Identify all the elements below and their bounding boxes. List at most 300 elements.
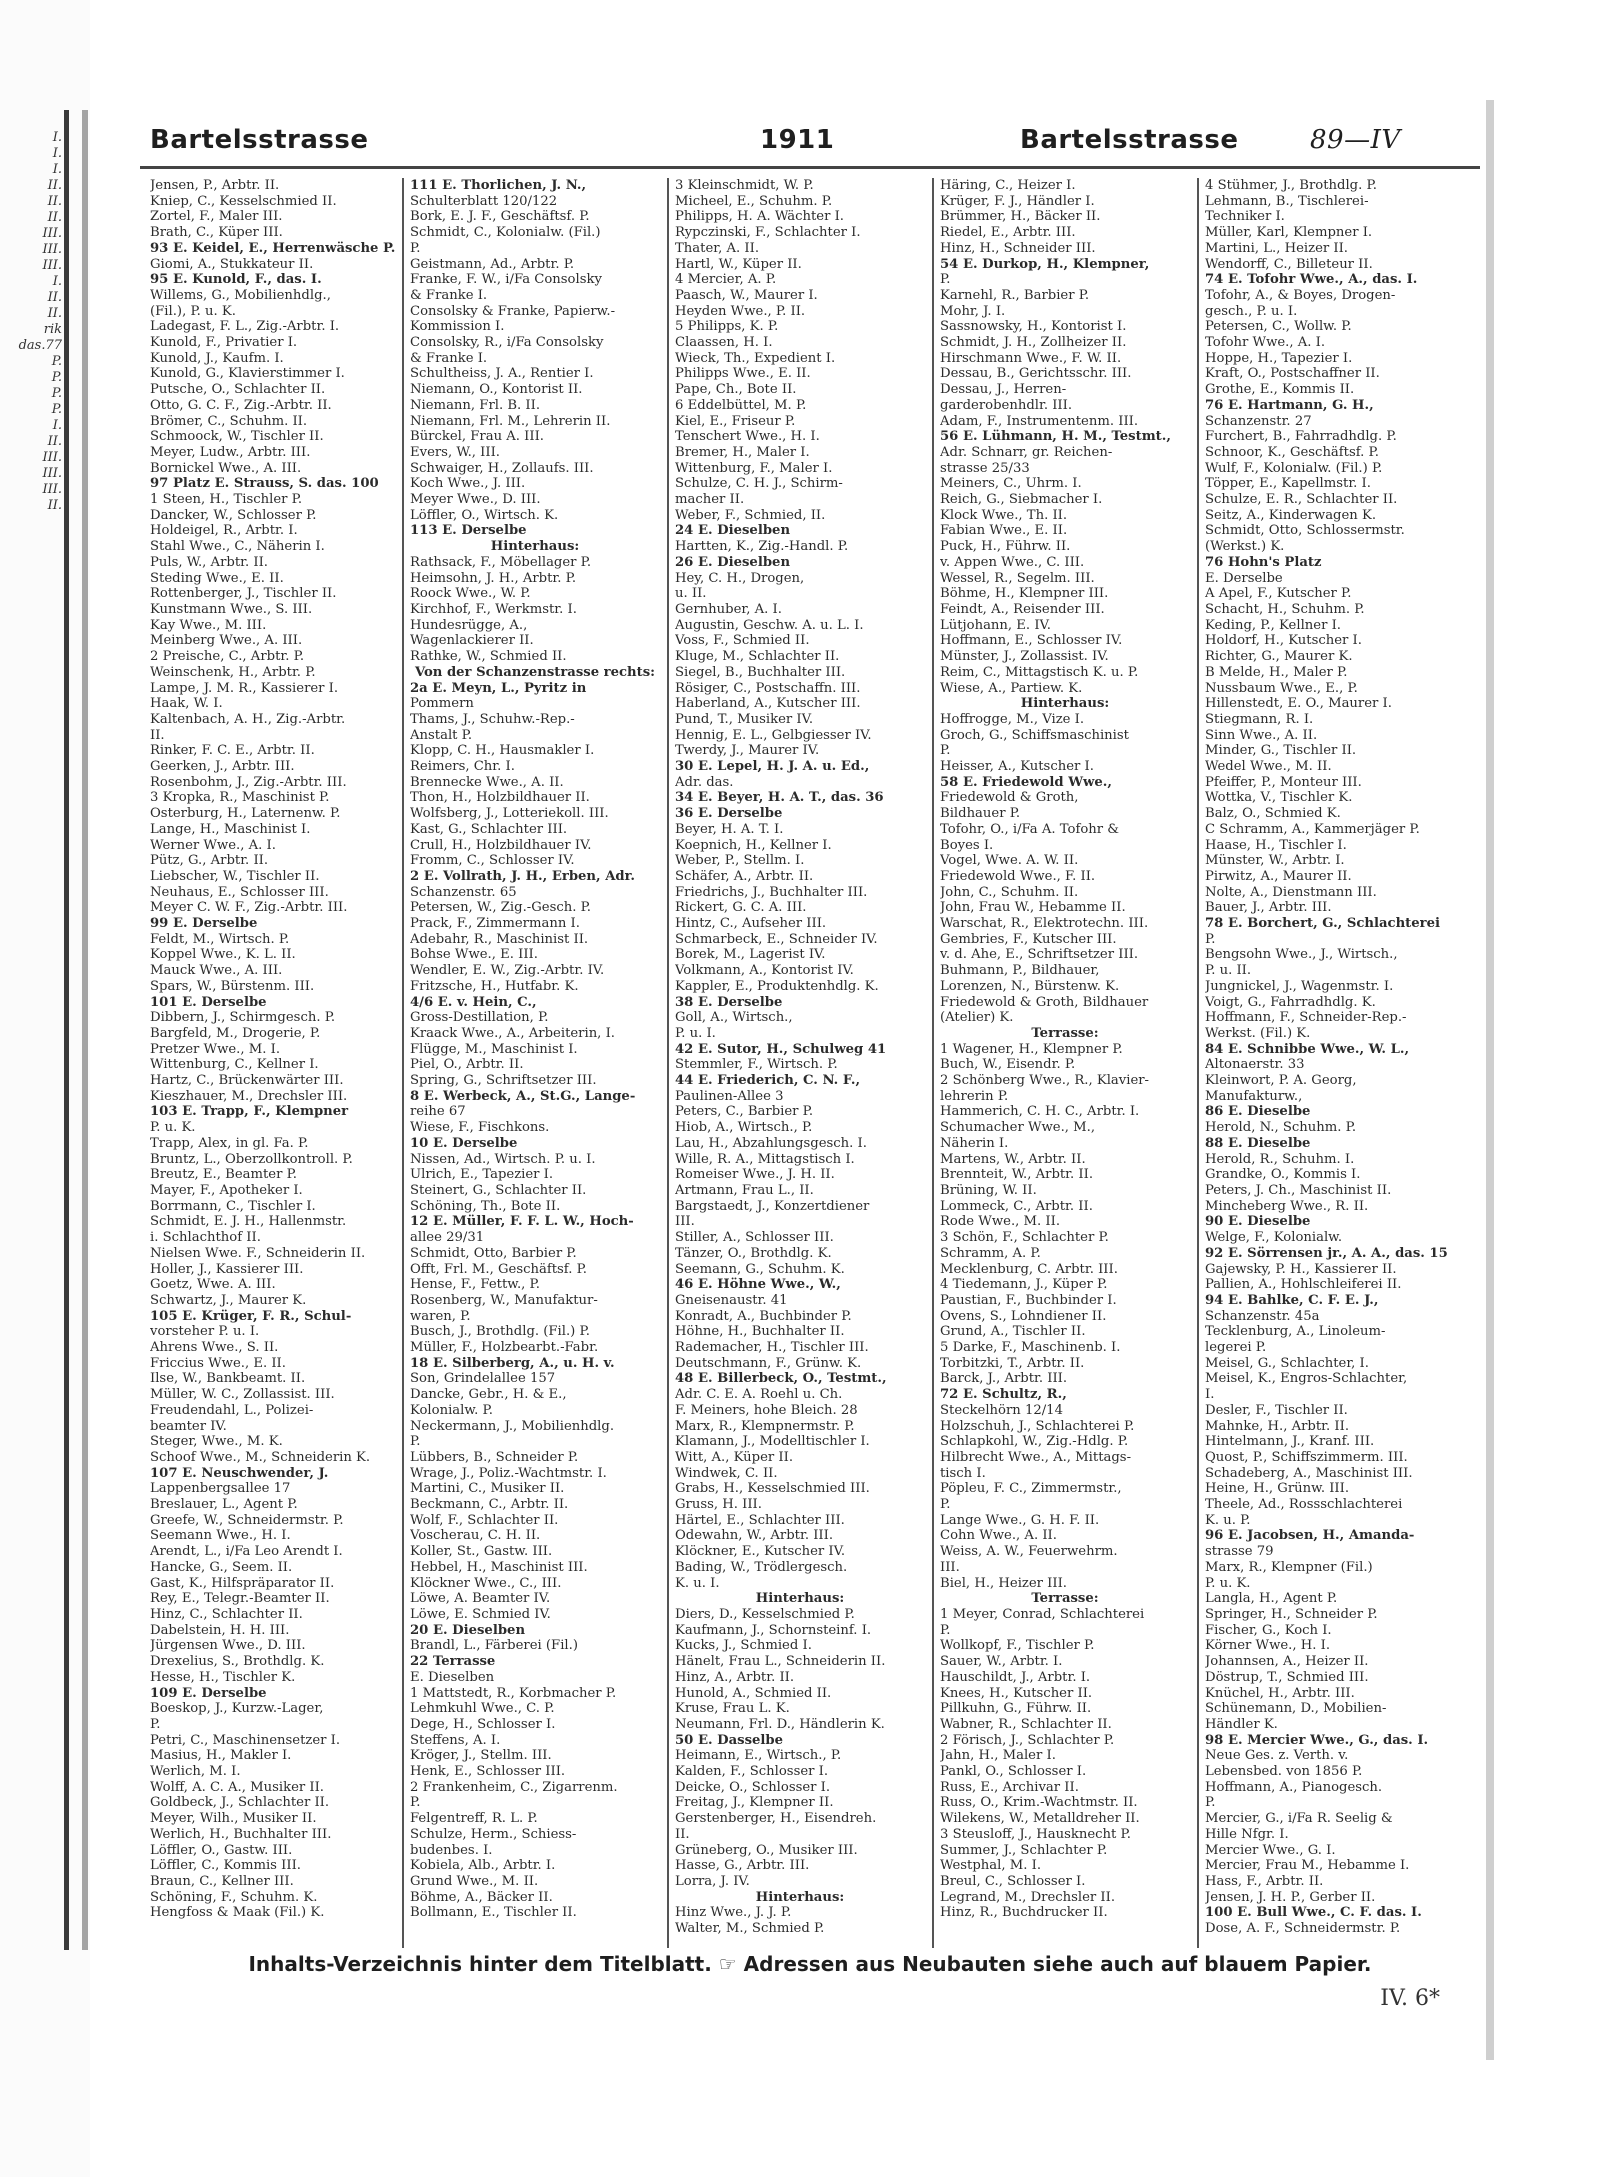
directory-entry: Kunold, G., Klavierstimmer I. xyxy=(150,366,345,382)
directory-entry: Minder, G., Tischler II. xyxy=(1205,743,1357,759)
directory-entry: Wilekens, W., Metalldreher II. xyxy=(940,1811,1140,1827)
directory-entry: Giomi, A., Stukkateur II. xyxy=(150,256,314,272)
directory-entry: Schadeberg, A., Maschinist III. xyxy=(1205,1465,1413,1481)
directory-entry: Theele, Ad., Rossschlachterei xyxy=(1205,1497,1403,1513)
directory-entry: Niemann, Frl. B. II. xyxy=(410,397,541,413)
page-edge xyxy=(1486,100,1494,2060)
directory-entry: 22 Terrasse xyxy=(410,1654,496,1670)
directory-entry: Meisel, K., Engros-Schlachter, xyxy=(1205,1371,1408,1387)
directory-entry: Henk, E., Schlosser III. xyxy=(410,1764,566,1780)
directory-entry: Schanzenstr. 65 xyxy=(410,884,517,900)
directory-entry: Löffler, O., Gastw. III. xyxy=(150,1842,293,1858)
directory-entry: Wille, R. A., Mittagstisch I. xyxy=(675,1151,855,1167)
directory-entry: Töpper, E., Kapellmstr. I. xyxy=(1205,476,1371,492)
directory-entry: Artmann, Frau L., II. xyxy=(675,1183,814,1198)
directory-entry: Breutz, E., Beamter P. xyxy=(150,1167,297,1183)
column-rule xyxy=(667,178,669,1948)
directory-entry: Thon, H., Holzbildhauer II. xyxy=(410,790,590,806)
directory-entry: 2a E. Meyn, L., Pyritz in xyxy=(410,680,587,696)
directory-entry: E. Dieselben xyxy=(410,1669,495,1685)
directory-entry: 88 E. Dieselbe xyxy=(1205,1135,1311,1151)
directory-entry: 90 E. Dieselbe xyxy=(1205,1214,1311,1230)
directory-entry: P. xyxy=(150,1716,161,1732)
directory-entry: Rickert, G. C. A. III. xyxy=(675,900,807,916)
directory-entry: Wedel Wwe., M. II. xyxy=(1205,759,1332,775)
directory-entry: Weiss, A. W., Feuerwehrm. xyxy=(940,1544,1118,1560)
directory-entry: Pöpleu, F. C., Zimmermstr., xyxy=(940,1481,1122,1497)
page-number: 89—IV xyxy=(1310,125,1401,155)
directory-entry: 76 Hohn's Platz xyxy=(1205,554,1322,570)
directory-entry: Grund Wwe., M. II. xyxy=(410,1873,539,1889)
directory-entry: Mercier, Frau M., Hebamme I. xyxy=(1205,1858,1410,1874)
stub-entry: P. xyxy=(51,354,62,369)
directory-entry: Mohr, J. I. xyxy=(940,303,1006,319)
directory-entry: Hundesrügge, A., xyxy=(410,617,528,633)
street-name-left: Bartelsstrasse xyxy=(150,125,369,155)
directory-entry: P. u. I. xyxy=(675,1025,716,1041)
directory-entry: Freudendahl, L., Polizei- xyxy=(150,1402,314,1418)
directory-column-5 xyxy=(1205,178,1470,1948)
stub-entry: II. xyxy=(47,210,62,225)
directory-entry: Herold, N., Schuhm. P. xyxy=(1205,1120,1357,1136)
directory-entry: Voigt, G., Fahrradhdlg. K. xyxy=(1205,994,1376,1010)
directory-entry: Kiel, E., Friseur P. xyxy=(675,413,796,429)
directory-entry: Klöckner, E., Kutscher IV. xyxy=(675,1544,846,1560)
directory-entry: Löffler, C., Kommis III. xyxy=(150,1858,301,1874)
directory-entry: Schulterblatt 120/122 xyxy=(410,193,558,209)
directory-entry: tisch I. xyxy=(940,1465,986,1481)
directory-entry: Breul, C., Schlosser I. xyxy=(940,1873,1086,1889)
directory-entry: Hinterhaus: xyxy=(1020,696,1110,712)
directory-entry: Werlich, M. I. xyxy=(150,1764,241,1780)
directory-entry: Terrasse: xyxy=(1031,1025,1099,1041)
stub-entry: II. xyxy=(47,178,62,193)
directory-entry: A Apel, F., Kutscher P. xyxy=(1205,586,1352,602)
directory-entry: Steckelhörn 12/14 xyxy=(940,1402,1063,1418)
column-rule xyxy=(1197,178,1199,1948)
directory-entry: Hintz, C., Aufseher III. xyxy=(675,916,827,932)
directory-entry: Steffens, A. I. xyxy=(410,1732,501,1748)
directory-entry: Deutschmann, F., Grünw. K. xyxy=(675,1355,862,1371)
directory-entry: Friedewold & Groth, xyxy=(940,790,1079,806)
directory-entry: legerei P. xyxy=(1205,1340,1267,1356)
directory-entry: Wieck, Th., Expedient I. xyxy=(675,350,836,366)
directory-entry: Rösiger, C., Postschaffn. III. xyxy=(675,680,861,696)
directory-entry: Schulze, E. R., Schlachter II. xyxy=(1205,492,1398,508)
directory-entry: Hammerich, C. H. C., Arbtr. I. xyxy=(940,1104,1140,1120)
directory-entry: Steger, Wwe., M. K. xyxy=(150,1434,283,1450)
directory-entry: 3 Steusloff, J., Hausknecht P. xyxy=(940,1826,1131,1842)
directory-entry: Mayer, F., Apotheker I. xyxy=(150,1183,303,1198)
directory-entry: 92 E. Sörrensen jr., A. A., das. 15 xyxy=(1205,1245,1448,1261)
directory-entry: II. xyxy=(675,1826,690,1842)
directory-entry: 1 Meyer, Conrad, Schlachterei xyxy=(940,1606,1145,1622)
directory-entry: Wittenburg, F., Maler I. xyxy=(675,460,833,476)
directory-entry: Bornickel Wwe., A. III. xyxy=(150,460,302,476)
directory-entry: Kunold, J., Kaufm. I. xyxy=(150,350,284,366)
directory-entry: Gerstenberger, H., Eisendreh. xyxy=(675,1811,877,1827)
directory-entry: Wolfsberg, J., Lotteriekoll. III. xyxy=(410,806,609,822)
directory-entry: III. xyxy=(675,1214,695,1230)
directory-entry: Kunold, F., Privatier I. xyxy=(150,335,298,351)
stub-entry: III. xyxy=(42,466,62,481)
directory-entry: Gajewsky, P. H., Kassierer II. xyxy=(1205,1261,1397,1277)
directory-entry: Peters, J. Ch., Maschinist II. xyxy=(1205,1183,1392,1198)
directory-entry: Kaltenbach, A. H., Zig.-Arbtr. xyxy=(150,711,346,727)
directory-entry: Heyden Wwe., P. II. xyxy=(675,303,806,319)
directory-entry: Zortel, F., Maler III. xyxy=(150,209,283,225)
directory-entry: Spring, G., Schriftsetzer III. xyxy=(410,1073,597,1089)
stub-entry: II. xyxy=(47,434,62,449)
directory-entry: Micheel, E., Schuhm. P. xyxy=(675,193,833,209)
stub-entry: I. xyxy=(52,130,62,145)
directory-entry: Lehmann, B., Tischlerei- xyxy=(1205,193,1369,209)
directory-entry: Hoffmann, A., Pianogesch. xyxy=(1205,1779,1383,1795)
directory-entry: Mercier, G., i/Fa R. Seelig & xyxy=(1205,1811,1393,1827)
directory-entry: Hoppe, H., Tapezier I. xyxy=(1205,350,1353,366)
directory-entry: Feindt, A., Reisender III. xyxy=(940,601,1105,617)
directory-entry: Fabian Wwe., E. II. xyxy=(940,523,1068,539)
directory-entry: Reim, C., Mittagstisch K. u. P. xyxy=(940,664,1139,680)
directory-entry: 3 Kleinschmidt, W. P. xyxy=(675,178,814,193)
directory-entry: Hiob, A., Wirtsch., P. xyxy=(675,1120,813,1136)
directory-entry: Meisel, G., Schlachter, I. xyxy=(1205,1355,1369,1371)
directory-entry: Kieszhauer, M., Drechsler III. xyxy=(150,1088,348,1104)
directory-entry: Martini, L., Heizer II. xyxy=(1205,240,1348,256)
directory-entry: Wendorff, C., Billeteur II. xyxy=(1205,256,1373,272)
directory-entry: Hinz, A., Arbtr. II. xyxy=(675,1669,795,1685)
directory-entry: Schacht, H., Schuhm. P. xyxy=(1205,601,1365,617)
directory-entry: Tofohr, O., i/Fa A. Tofohr & xyxy=(940,821,1120,837)
directory-entry: macher II. xyxy=(675,492,745,508)
directory-entry: Wessel, R., Segelm. III. xyxy=(940,570,1095,586)
directory-entry: Dibbern, J., Schirmgesch. P. xyxy=(150,1010,336,1026)
directory-entry: 1 Steen, H., Tischler P. xyxy=(150,492,303,508)
directory-column-3 xyxy=(675,178,925,1948)
directory-entry: Paulinen-Allee 3 xyxy=(675,1088,784,1104)
directory-entry: Rode Wwe., M. II. xyxy=(940,1214,1061,1230)
directory-entry: (Werkst.) K. xyxy=(1205,539,1285,555)
directory-entry: Bengsohn Wwe., J., Wirtsch., xyxy=(1205,947,1398,963)
directory-entry: Lorra, J. IV. xyxy=(675,1873,750,1889)
directory-entry: Lommeck, C., Arbtr. II. xyxy=(940,1198,1093,1214)
directory-entry: Kluge, M., Schlachter II. xyxy=(675,649,840,665)
directory-entry: Lau, H., Abzahlungsgesch. I. xyxy=(675,1135,867,1151)
directory-entry: Neue Ges. z. Verth. v. xyxy=(1205,1748,1349,1764)
directory-entry: Klamann, J., Modelltischler I. xyxy=(675,1434,870,1450)
directory-entry: K. u. I. xyxy=(675,1575,720,1591)
directory-entry: Friedewold & Groth, Bildhauer xyxy=(940,994,1149,1010)
directory-entry: Kay Wwe., M. III. xyxy=(150,617,267,633)
directory-entry: Pretzer Wwe., M. I. xyxy=(150,1041,281,1057)
directory-entry: Häring, C., Heizer I. xyxy=(940,178,1076,193)
directory-entry: Klopp, C. H., Hausmakler I. xyxy=(410,743,595,759)
directory-entry: v. Appen Wwe., C. III. xyxy=(940,554,1085,570)
directory-entry: Marx, R., Klempner (Fil.) xyxy=(1205,1559,1373,1575)
stub-entry: I. xyxy=(52,418,62,433)
directory-entry: & Franke I. xyxy=(410,350,488,366)
directory-entry: Krüger, F. J., Händler I. xyxy=(940,193,1095,209)
directory-entry: Bildhauer P. xyxy=(940,806,1021,822)
directory-entry: Grothe, E., Kommis II. xyxy=(1205,382,1355,398)
directory-entry: Buhmann, P., Bildhauer, xyxy=(940,963,1100,979)
directory-entry: Pillkuhn, G., Führw. II. xyxy=(940,1701,1092,1717)
directory-entry: Bollmann, E., Tischler II. xyxy=(410,1905,577,1921)
directory-entry: Diers, D., Kesselschmied P. xyxy=(675,1606,855,1622)
directory-entry: Hoffrogge, M., Vize I. xyxy=(940,711,1085,727)
directory-entry: III. xyxy=(940,1559,960,1575)
directory-entry: P. xyxy=(940,743,951,759)
directory-entry: Wottka, V., Tischler K. xyxy=(1205,790,1353,806)
directory-entry: Hinterhaus: xyxy=(490,539,580,555)
directory-entry: Schmoock, W., Tischler II. xyxy=(150,429,324,445)
directory-entry: 96 E. Jacobsen, H., Amanda- xyxy=(1205,1528,1415,1544)
directory-column-1 xyxy=(150,178,395,1948)
directory-entry: Schmidt, E. J. H., Hallenmstr. xyxy=(150,1214,347,1230)
directory-entry: B Melde, H., Maler P. xyxy=(1205,664,1348,680)
directory-entry: Steding Wwe., E. II. xyxy=(150,570,284,586)
directory-entry: Bohse Wwe., E. III. xyxy=(410,947,538,963)
directory-entry: Schanzenstr. 45a xyxy=(1205,1308,1320,1324)
directory-entry: Balz, O., Schmied K. xyxy=(1205,806,1341,822)
directory-entry: Brennecke Wwe., A. II. xyxy=(410,774,564,790)
directory-entry: Schwartz, J., Maurer K. xyxy=(150,1292,307,1308)
directory-entry: 93 E. Keidel, E., Herrenwäsche P. xyxy=(150,240,395,256)
directory-entry: Kolonialw. P. xyxy=(410,1402,493,1418)
stub-entry: P. xyxy=(51,402,62,417)
directory-entry: Rey, E., Telegr.-Beamter II. xyxy=(150,1591,330,1607)
directory-entry: Schünemann, D., Mobilien- xyxy=(1205,1701,1387,1717)
stub-entry: II. xyxy=(47,290,62,305)
directory-entry: Löwe, E. Schmied IV. xyxy=(410,1606,551,1622)
directory-entry: Altonaerstr. 33 xyxy=(1205,1057,1305,1073)
directory-entry: Schanzenstr. 27 xyxy=(1205,413,1312,429)
directory-entry: Müller, Karl, Klempner I. xyxy=(1205,225,1373,241)
directory-entry: Hey, C. H., Drogen, xyxy=(675,570,805,586)
directory-entry: I. xyxy=(1205,1387,1215,1403)
directory-entry: Liebscher, W., Tischler II. xyxy=(150,868,320,884)
directory-entry: Hengfoss & Maak (Fil.) K. xyxy=(150,1905,325,1921)
directory-entry: Adr. Schnarr, gr. Reichen- xyxy=(940,444,1113,460)
directory-entry: Hense, F., Fettw., P. xyxy=(410,1277,540,1293)
directory-entry: Paustian, F., Buchbinder I. xyxy=(940,1292,1117,1308)
directory-entry: Rypczinski, F., Schlachter I. xyxy=(675,225,861,241)
directory-entry: Reich, G., Siebmacher I. xyxy=(940,492,1103,508)
street-name-right: Bartelsstrasse xyxy=(1020,125,1239,155)
directory-entry: Ahrens Wwe., S. II. xyxy=(150,1340,279,1356)
directory-entry: P. xyxy=(1205,931,1216,947)
directory-entry: Lappenbergsallee 17 xyxy=(150,1481,291,1497)
directory-entry: Meiners, C., Uhrm. I. xyxy=(940,476,1082,492)
directory-entry: Dancke, Gebr., H. & E., xyxy=(410,1387,567,1403)
directory-entry: John, C., Schuhm. II. xyxy=(940,884,1079,900)
directory-entry: Neckermann, J., Mobilienhdlg. xyxy=(410,1418,615,1434)
directory-entry: Lübbers, B., Schneider P. xyxy=(410,1449,579,1465)
directory-column-2 xyxy=(410,178,660,1948)
stub-entry: P. xyxy=(51,386,62,401)
directory-entry: Windwek, C. II. xyxy=(675,1465,778,1481)
directory-entry: Cohn Wwe., A. II. xyxy=(940,1528,1057,1544)
directory-entry: 4 Mercier, A. P. xyxy=(675,272,777,288)
directory-entry: Meinberg Wwe., A. III. xyxy=(150,633,303,649)
directory-entry: Hesse, H., Tischler K. xyxy=(150,1669,296,1685)
directory-entry: Nussbaum Wwe., E., P. xyxy=(1205,680,1358,696)
directory-entry: Stiller, A., Schlosser III. xyxy=(675,1230,834,1246)
directory-entry: lehrerin P. xyxy=(940,1088,1009,1104)
directory-entry: i. Schlachthof II. xyxy=(150,1230,261,1246)
directory-entry: 2 Preische, C., Arbtr. P. xyxy=(150,649,305,665)
directory-entry: Pütz, G., Arbtr. II. xyxy=(150,853,269,869)
directory-entry: Kirchhof, F., Werkmstr. I. xyxy=(410,601,577,617)
directory-entry: Haberland, A., Kutscher III. xyxy=(675,696,861,712)
directory-columns xyxy=(140,178,1480,1948)
directory-entry: 78 E. Borchert, G., Schlachterei xyxy=(1205,916,1441,932)
directory-entry: strasse 25/33 xyxy=(940,460,1030,476)
directory-entry: Wagenlackierer II. xyxy=(410,633,534,649)
directory-entry: Wrage, J., Poliz.-Wachtmstr. I. xyxy=(410,1465,607,1481)
directory-entry: Näherin I. xyxy=(940,1135,1009,1151)
directory-entry: Mauck Wwe., A. III. xyxy=(150,963,283,979)
directory-entry: Wulf, F., Kolonialw. (Fil.) P. xyxy=(1205,460,1383,476)
directory-entry: Wiese, A., Partiew. K. xyxy=(940,680,1083,696)
directory-entry: Bürckel, Frau A. III. xyxy=(410,429,544,445)
stub-entry: III. xyxy=(42,242,62,257)
directory-entry: Nissen, Ad., Wirtsch. P. u. I. xyxy=(410,1151,596,1167)
signature-mark: IV. 6* xyxy=(1380,1986,1440,2011)
directory-entry: Körner Wwe., H. I. xyxy=(1205,1638,1331,1654)
directory-entry: & Franke I. xyxy=(410,287,488,303)
directory-entry: Fromm, C., Schlosser IV. xyxy=(410,853,575,869)
directory-entry: Beckmann, C., Arbtr. II. xyxy=(410,1497,569,1513)
directory-entry: Härtel, E., Schlachter III. xyxy=(675,1512,845,1528)
directory-entry: Hancke, G., Seem. II. xyxy=(150,1559,293,1575)
directory-entry: Quost, P., Schiffszimmerm. III. xyxy=(1205,1449,1408,1465)
directory-entry: Schäfer, A., Arbtr. II. xyxy=(675,868,814,884)
directory-entry: Hartten, K., Zig.-Handl. P. xyxy=(675,539,849,555)
directory-entry: Schmidt, Otto, Schlossermstr. xyxy=(1205,523,1405,539)
directory-entry: Otto, G. C. F., Zig.-Arbtr. II. xyxy=(150,397,332,413)
directory-entry: Johannsen, A., Heizer II. xyxy=(1205,1654,1369,1670)
directory-entry: Mecklenburg, C. Arbtr. III. xyxy=(940,1261,1118,1277)
directory-entry: Freitag, J., Klempner II. xyxy=(675,1795,834,1811)
directory-entry: Kunstmann Wwe., S. III. xyxy=(150,601,313,617)
directory-entry: Dabelstein, H. H. III. xyxy=(150,1622,290,1638)
directory-entry: Rademacher, H., Tischler III. xyxy=(675,1340,869,1356)
directory-entry: (Fil.), P. u. K. xyxy=(150,303,236,319)
directory-entry: Gernhuber, A. I. xyxy=(675,601,782,617)
column-rule xyxy=(932,178,934,1948)
directory-entry: Rathsack, F., Möbellager P. xyxy=(410,554,592,570)
directory-entry: Rathke, W., Schmied II. xyxy=(410,649,567,665)
directory-entry: Goetz, Wwe. A. III. xyxy=(150,1277,276,1293)
directory-entry: Schlapkohl, W., Zig.-Hdlg. P. xyxy=(940,1434,1129,1450)
directory-entry: Weber, F., Schmied, II. xyxy=(675,507,826,523)
directory-entry: Biel, H., Heizer III. xyxy=(940,1575,1067,1591)
directory-entry: Löffler, O., Wirtsch. K. xyxy=(410,507,559,523)
directory-entry: Löwe, A. Beamter IV. xyxy=(410,1591,551,1607)
directory-entry: Schramm, A. P. xyxy=(940,1245,1041,1261)
page-header xyxy=(140,125,1480,165)
directory-entry: Gross-Destillation, P. xyxy=(410,1010,549,1026)
directory-entry: Brümmer, H., Bäcker II. xyxy=(940,209,1101,225)
directory-entry: Händler K. xyxy=(1205,1716,1278,1732)
directory-entry: Nielsen Wwe. F., Schneiderin II. xyxy=(150,1245,366,1261)
directory-entry: Lütjohann, E. IV. xyxy=(940,617,1051,633)
directory-entry: Schmarbeck, E., Schneider IV. xyxy=(675,931,878,947)
directory-entry: Bruntz, L., Oberzollkontroll. P. xyxy=(150,1151,353,1167)
directory-entry: Ilse, W., Bankbeamt. II. xyxy=(150,1371,306,1387)
directory-entry: Felgentreff, R. L. P. xyxy=(410,1811,538,1827)
directory-entry: Philipps, H. A. Wächter I. xyxy=(675,209,844,225)
directory-entry: Meyer C. W. F., Zig.-Arbtr. III. xyxy=(150,900,348,916)
directory-entry: 26 E. Dieselben xyxy=(675,554,791,570)
directory-entry: Hinz, R., Buchdrucker II. xyxy=(940,1905,1108,1921)
directory-entry: P. xyxy=(410,1795,421,1811)
directory-entry: Techniker I. xyxy=(1205,209,1285,225)
directory-entry: Rosenbohm, J., Zig.-Arbtr. III. xyxy=(150,774,347,790)
directory-entry: 100 E. Bull Wwe., C. F. das. I. xyxy=(1205,1905,1422,1921)
directory-entry: Meyer Wwe., D. III. xyxy=(410,492,541,508)
directory-entry: Roock Wwe., W. P. xyxy=(410,586,531,602)
directory-entry: 54 E. Durkop, H., Klempner, xyxy=(940,256,1150,272)
directory-entry: Hinz Wwe., J. J. P. xyxy=(675,1905,792,1921)
directory-entry: Buch, W., Eisendr. P. xyxy=(940,1057,1076,1073)
directory-entry: 3 Schön, F., Schlachter P. xyxy=(940,1230,1109,1246)
directory-entry: Dessau, J., Herren- xyxy=(940,382,1067,398)
directory-entry: Lehmkuhl Wwe., C. P. xyxy=(410,1701,555,1717)
directory-entry: Kraack Wwe., A., Arbeiterin, I. xyxy=(410,1025,615,1041)
directory-entry: 103 E. Trapp, F., Klempner xyxy=(150,1104,349,1120)
directory-entry: 56 E. Lühmann, H. M., Testmt., xyxy=(940,429,1171,445)
directory-entry: Gneisenaustr. 41 xyxy=(675,1292,788,1308)
directory-entry: Warschat, R., Elektrotechn. III. xyxy=(940,916,1149,932)
directory-entry: Niemann, O., Kontorist II. xyxy=(410,382,583,398)
directory-entry: Hinterhaus: xyxy=(755,1889,845,1905)
directory-entry: Goll, A., Wirtsch., xyxy=(675,1010,793,1026)
directory-entry: 107 E. Neuschwender, J. xyxy=(150,1465,329,1481)
directory-entry: Rosenberg, W., Manufaktur- xyxy=(410,1292,598,1308)
footer-notice: Inhalts-Verzeichnis hinter dem Titelblatt. ☞ Adressen aus Neubauten siehe auch auf blauem Papier. xyxy=(248,1952,1372,1976)
directory-entry: allee 29/31 xyxy=(410,1230,485,1246)
directory-entry: Drexelius, S., Brothdlg. K. xyxy=(150,1654,325,1670)
directory-entry: 48 E. Billerbeck, O., Testmt., xyxy=(675,1371,887,1387)
directory-entry: 111 E. Thorlichen, J. N., xyxy=(410,178,587,193)
directory-entry: Böhme, A., Bäcker II. xyxy=(410,1889,553,1905)
directory-entry: 44 E. Friederich, C. N. F., xyxy=(675,1073,861,1089)
directory-entry: Geistmann, Ad., Arbtr. P. xyxy=(410,256,575,272)
stub-entry: III. xyxy=(42,482,62,497)
directory-entry: Gembries, F., Kutscher III. xyxy=(940,931,1117,947)
directory-entry: Bork, E. J. F., Geschäftsf. P. xyxy=(410,209,590,225)
stub-entry: rik xyxy=(43,322,62,337)
directory-entry: 2 Förisch, J., Schlachter P. xyxy=(940,1732,1115,1748)
directory-entry: Deicke, O., Schlosser I. xyxy=(675,1779,831,1795)
directory-entry: 24 E. Dieselben xyxy=(675,523,791,539)
directory-entry: Ladegast, F. L., Zig.-Arbtr. I. xyxy=(150,319,340,335)
directory-entry: Hänelt, Frau L., Schneiderin II. xyxy=(675,1654,886,1670)
directory-entry: Werner Wwe., A. I. xyxy=(150,837,276,853)
directory-entry: Borrmann, C., Tischler I. xyxy=(150,1198,316,1214)
directory-entry: Kruse, Frau L. K. xyxy=(675,1701,790,1717)
stub-entry: das.77 xyxy=(18,338,62,353)
directory-entry: Lampe, J. M. R., Kassierer I. xyxy=(150,680,339,696)
directory-entry: Breslauer, L., Agent P. xyxy=(150,1497,298,1513)
directory-entry: Pankl, O., Schlosser I. xyxy=(940,1764,1087,1780)
directory-entry: Jungnickel, J., Wagenmstr. I. xyxy=(1205,978,1394,994)
directory-entry: Richter, G., Maurer K. xyxy=(1205,649,1353,665)
directory-entry: Tofohr Wwe., A. I. xyxy=(1205,335,1326,351)
directory-entry: Knees, H., Kutscher II. xyxy=(940,1685,1093,1701)
